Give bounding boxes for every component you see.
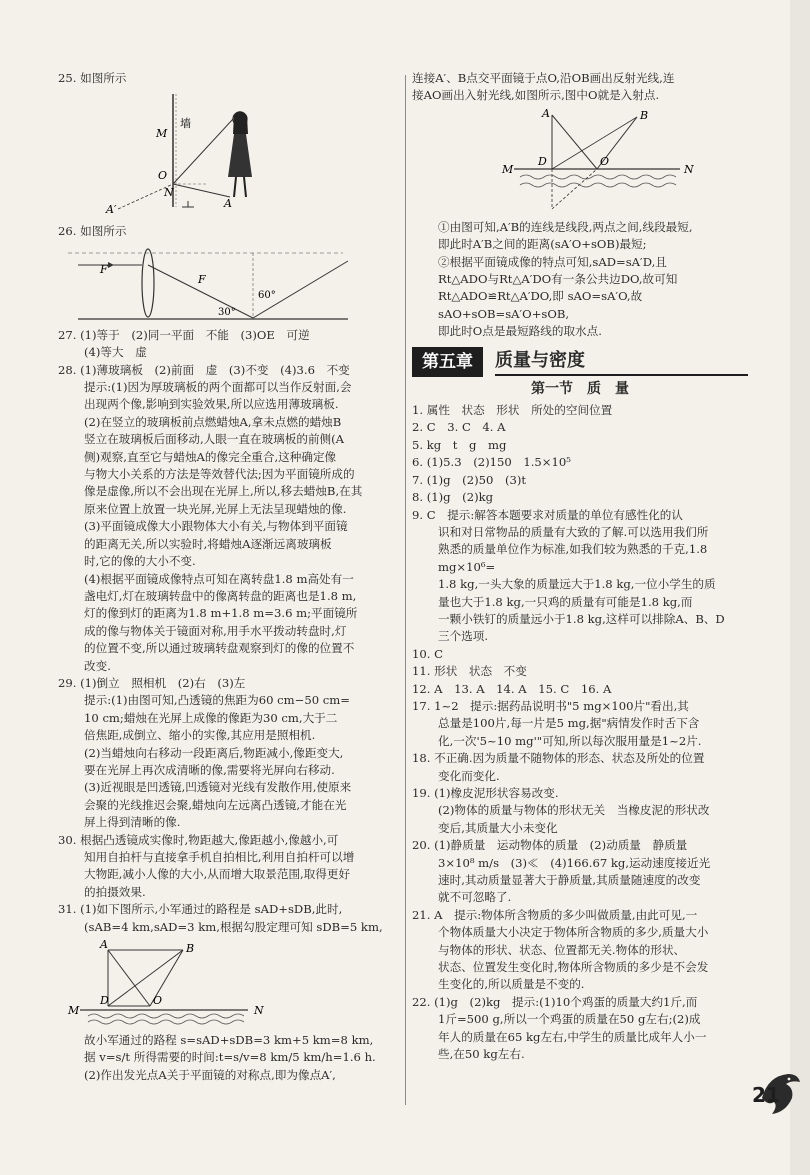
answer-line: 2. C 3. C 4. A xyxy=(412,420,506,435)
q30-block xyxy=(58,832,398,902)
answer-line: 17. 1~2 提示:据药品说明书"5 mg×100片"看出,其 xyxy=(412,698,689,713)
q31-block xyxy=(58,901,398,1084)
q27-line2: (4)等大 虚 xyxy=(84,345,147,360)
q26-angle-60: 60° xyxy=(258,289,276,301)
q26-text: 26. 如图所示 xyxy=(58,224,127,239)
q28-line: 成的像与物体关于镜面对称,用手水平拨动转盘时,灯 xyxy=(84,623,347,638)
q31-label-B: B xyxy=(186,942,195,956)
q31-line: (sAB=4 km,sAD=3 km,根据勾股定理可知 sDB=5 km, xyxy=(84,919,383,934)
right-column xyxy=(412,70,748,1064)
q28-line: 像是虚像,所以不会出现在光屏上,所以,移去蜡烛B,在其 xyxy=(84,484,363,499)
answer-line: 11. 形状 状态 不变 xyxy=(412,664,527,679)
q28-line: 时,它的像的大小不变. xyxy=(84,554,196,569)
fig-explanation: 即此时O点是最短路线的取水点. xyxy=(438,324,602,339)
chapter-title: 质量与密度 xyxy=(495,348,748,376)
q28-line: (4)根据平面镜成像特点可知在离转盘1.8 m高处有一 xyxy=(84,571,354,586)
left-column xyxy=(58,70,398,1084)
q31-line: 31. (1)如下图所示,小军通过的路程是 sAD+sDB,此时, xyxy=(58,902,343,917)
fig-explanation: Rt△ADO≌Rt△A′DO,即 sAO=sA′O,故sAO+sOB=sA′O+sOB, xyxy=(438,289,643,321)
q30-line: 知用自拍杆与直接拿手机自拍相比,利用自拍杆可以增 xyxy=(84,850,355,864)
page-number: 21 xyxy=(752,1083,780,1107)
q30-line: 大物距,减小人像的大小,从而增大取景范围,取得更好 xyxy=(84,867,351,882)
q28-line: 改变. xyxy=(84,658,111,673)
q31-label-O: O xyxy=(153,994,163,1008)
answer-line: 量也大于1.8 kg,一只鸡的质量有可能是1.8 kg,而 xyxy=(438,594,693,609)
answer-line: 熟悉的质量单位作为标准,如我们较为熟悉的千克,1.8 mg×10⁶= xyxy=(438,542,708,574)
fig-explanation: ①由图可知,A′B的连线是线段,两点之间,线段最短, xyxy=(438,219,693,234)
q25-text: 25. 如图所示 xyxy=(58,71,127,85)
fig-label-M: M xyxy=(502,162,514,176)
answer-line: 年人的质量在65 kg左右,中学生的质量比成年人小一 xyxy=(438,1029,707,1044)
q28-line: 竖立在玻璃板后面移动,人眼一直在玻璃板的前侧(A xyxy=(84,432,345,447)
answer-line: 9. C 提示:解答本题要求对质量的单位有感性化的认 xyxy=(412,507,683,522)
q31-label-A: A xyxy=(100,938,108,952)
answer-line: 些,在50 kg左右. xyxy=(438,1047,525,1062)
q28-line: (2)在竖立的玻璃板前点燃蜡烛A,拿未点燃的蜡烛B xyxy=(84,414,342,429)
q28-line: 出现两个像,影响到实验效果,所以应选用薄玻璃板. xyxy=(84,397,339,412)
q29-line: 提示:(1)由图可知,凸透镜的焦距为60 cm−50 cm= xyxy=(84,693,351,708)
q27-line1: 27. (1)等于 (2)同一平面 不能 (3)OE 可逆 xyxy=(58,327,310,342)
answer-line: 21. A 提示:物体所含物质的多少叫做质量,由此可见,一 xyxy=(412,907,698,922)
q29-line: (2)当蜡烛向右移动一段距离后,物距减小,像距变大, xyxy=(84,745,344,760)
q29-line: 10 cm;蜡烛在光屏上成像的像距为30 cm,大于二 xyxy=(84,710,338,725)
q31-label-M: M xyxy=(68,1004,80,1018)
q26-angle-30: 30° xyxy=(218,306,236,318)
q31-label-N: N xyxy=(254,1004,264,1018)
q28-line: 侧)观察,直至它与蜡烛A的像完全重合,这种确定像 xyxy=(84,449,337,464)
q31-line: (2)作出发光点A关于平面镜的对称点,即为像点A′, xyxy=(84,1067,336,1082)
chapter-label: 第五章 xyxy=(412,347,483,377)
answer-line: 与物体的形状、状态、位置都无关.物体的形状、 xyxy=(438,942,686,957)
answer-line: 速时,其动质量显著大于静质量,其质量随速度的改变 xyxy=(438,873,701,888)
answer-line: 8. (1)g (2)kg xyxy=(412,490,494,505)
q28-line: 与物大小关系的方法是等效替代法;因为平面镜所成的 xyxy=(84,467,355,482)
q28-line: 28. (1)薄玻璃板 (2)前面 虚 (3)不变 (4)3.6 不变 xyxy=(58,362,350,377)
answer-line: (2)物体的质量与物体的形状无关 当橡皮泥的形状改 xyxy=(438,803,710,818)
answer-line: 7. (1)g (2)50 (3)t xyxy=(412,472,527,487)
fig-label-N: N xyxy=(684,162,694,176)
answer-line: 就不可忽略了. xyxy=(438,890,512,905)
q28-line: 的位置不变,所以通过玻璃转盘观察到灯的像的位置不 xyxy=(84,641,355,656)
q29-block xyxy=(58,675,398,832)
q29-line: 29. (1)倒立 照相机 (2)右 (3)左 xyxy=(58,675,246,690)
fig-explanation: Rt△ADO与Rt△A′DO有一条公共边DO,故可知 xyxy=(438,272,678,287)
answer-line: 个物体质量大小决定于物体所含物质的多少,质量大小 xyxy=(438,925,709,940)
q28-line: 的距离无关,所以实验时,将蜡烛A逐渐远离玻璃板 xyxy=(84,536,332,551)
answer-line: 10. C xyxy=(412,646,443,661)
answer-line: 1.8 kg,一头大象的质量远大于1.8 kg,一位小学生的质 xyxy=(438,577,716,592)
answer-line: 三个选项. xyxy=(438,629,489,644)
answer-line: 变化而变化. xyxy=(438,768,500,783)
q25-label-O: O xyxy=(158,169,168,183)
answer-line: 1斤=500 g,所以一个鸡蛋的质量在50 g左右;(2)成 xyxy=(438,1012,701,1027)
q28-line: 盏电灯,灯在玻璃转盘中的像离转盘的距离也是1.8 m, xyxy=(84,588,357,603)
answer-line: 12. A 13. A 14. A 15. C 16. A xyxy=(412,681,612,696)
q30-line: 的拍摄效果. xyxy=(84,884,146,899)
q25-label-N: N xyxy=(164,186,174,200)
fig-explanation: 即此时A′B之间的距离(sA′O+sOB)最短; xyxy=(438,237,647,252)
q31-right-figure xyxy=(412,107,712,217)
fig-label-B: B xyxy=(640,108,649,122)
chapter-header xyxy=(412,347,748,377)
q25-figure xyxy=(58,89,358,221)
q28-block xyxy=(58,362,398,675)
q29-line: 倍焦距,成倒立、缩小的实像,其应用是照相机. xyxy=(84,728,316,743)
answer-line: 1. 属性 状态 形状 所处的空间位置 xyxy=(412,403,613,418)
answer-line: 19. (1)橡皮泥形状容易改变. xyxy=(412,786,559,800)
fig-label-A: A xyxy=(542,106,550,120)
q31-label-D: D xyxy=(100,994,109,1008)
answer-line: 18. 不正确.因为质量不随物体的形态、状态及所处的位置 xyxy=(412,751,705,766)
q28-line: 灯的像到灯的距离为1.8 m+1.8 m=3.6 m;平面镜所 xyxy=(84,606,358,621)
q25-label-A: A xyxy=(224,197,232,211)
answer-line: 6. (1)5.3 (2)150 1.5×10⁵ xyxy=(412,455,571,470)
answer-line: 化,一次'5~10 mg'"可知,所以每次服用量是1~2片. xyxy=(438,733,702,748)
q28-line: 原来位置上放置一块光屏,光屏上无法呈现蜡烛的像. xyxy=(84,501,347,516)
answer-line: 变后,其质量大小未变化 xyxy=(438,820,558,835)
q31-figure xyxy=(58,938,358,1030)
q31-line: 据 v=s/t 所得需要的时间:t=s/v=8 km/5 km/h=1.6 h. xyxy=(84,1050,376,1065)
q29-line: 会聚的光线推迟会聚,蜡烛向左远离凸透镜,才能在光 xyxy=(84,797,347,812)
answer-line: 5. kg t g mg xyxy=(412,437,507,452)
q26-label-F2: F xyxy=(198,272,206,286)
q29-line: 屏上得到清晰的像. xyxy=(84,815,181,830)
answer-line: 识和对日常物品的质量有大致的了解.可以选用我们所 xyxy=(438,524,709,539)
fig-explanation: ②根据平面镜成像的特点可知,sAD=sA′D,且 xyxy=(438,254,667,269)
answer-line: 3×10⁸ m/s (3)≪ (4)166.67 kg,运动速度接近光 xyxy=(438,855,711,870)
q25-label-M: M xyxy=(156,127,168,141)
column-divider xyxy=(405,75,406,1105)
answer-line: 生变化的,所以质量是不变的. xyxy=(438,977,585,992)
fig-label-O: O xyxy=(600,154,610,168)
answer-line: 22. (1)g (2)kg 提示:(1)10个鸡蛋的质量大约1斤,而 xyxy=(412,994,698,1009)
q29-line: (3)近视眼是凹透镜,凹透镜对光线有发散作用,使原来 xyxy=(84,780,352,795)
q28-line: 提示:(1)因为厚玻璃板的两个面都可以当作反射面,会 xyxy=(84,380,352,395)
answer-line: 一颗小铁钉的质量远小于1.8 kg,这样可以排除A、B、D xyxy=(438,611,725,626)
q31-cont-line: 接AO画出入射光线,如图所示,图中O就是入射点. xyxy=(412,88,660,103)
q25-label-A-prime: A′ xyxy=(106,203,117,217)
q26-label-F1: F xyxy=(100,262,108,276)
q29-line: 要在光屏上再次成清晰的像,需要将光屏向右移动. xyxy=(84,762,335,777)
q30-line: 30. 根据凸透镜成实像时,物距越大,像距越小,像越小,可 xyxy=(58,832,339,847)
answer-line: 总量是100片,每一片是5 mg,据"病情发作时舌下含 xyxy=(438,716,700,731)
answer-line: 状态、位置发生变化时,物体所含物质的多少是不会发 xyxy=(438,960,709,975)
q31-cont-line: 连接A′、B点交平面镜于点O,沿OB画出反射光线,连 xyxy=(412,71,675,85)
q28-line: (3)平面镜成像大小跟物体大小有关,与物体到平面镜 xyxy=(84,519,348,534)
page-edge xyxy=(790,0,810,1175)
q26-figure xyxy=(58,243,358,325)
q25-label-wall: 墙 xyxy=(180,117,191,131)
fig-label-D: D xyxy=(538,154,547,168)
section-title: 第一节 质 量 xyxy=(531,380,629,397)
answers-list xyxy=(412,402,748,1063)
q31-line: 故小军通过的路程 s=sAD+sDB=3 km+5 km=8 km, xyxy=(84,1033,374,1048)
answer-line: 20. (1)静质量 运动物体的质量 (2)动质量 静质量 xyxy=(412,838,688,853)
